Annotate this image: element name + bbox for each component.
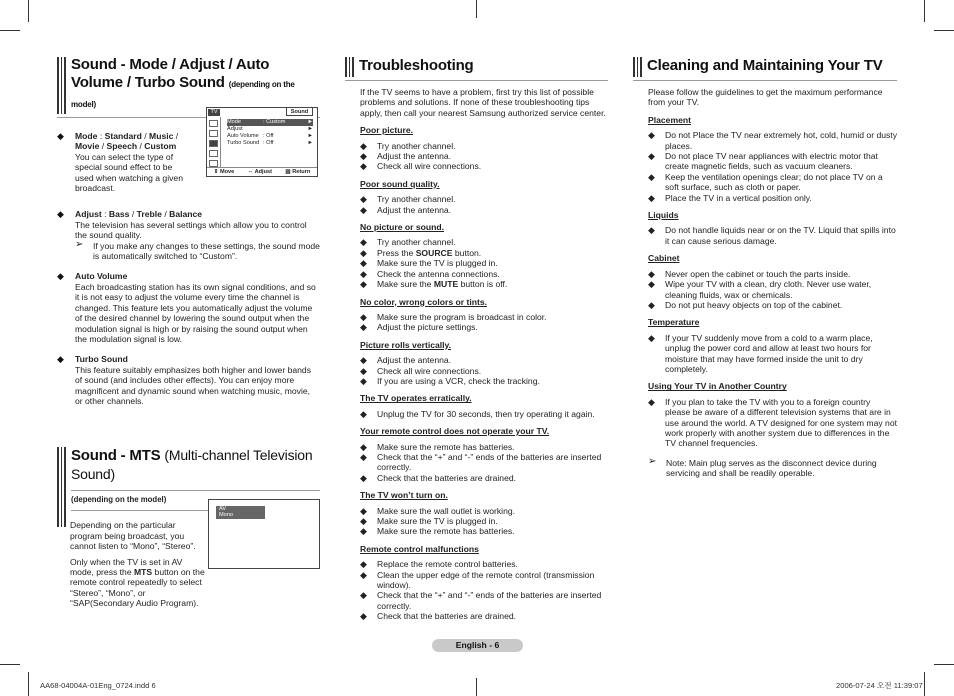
osd-footer (207, 167, 317, 176)
troubleshooting-list (360, 125, 608, 621)
heading-segment: / (173, 131, 179, 141)
cleaning-intro: Please follow the guidelines to get the maximum performance from your TV. (648, 87, 883, 108)
list-item (360, 322, 608, 332)
list-item-text: Check that the “+” and “-” ends of the batteries are inserted correctly. (377, 451, 602, 473)
list-item-text: Make sure the remote has batteries. (377, 526, 515, 537)
list-item (360, 355, 608, 365)
bullet-diamond-icon: ◆ (648, 192, 655, 203)
osd-row-arrow-icon: ► (307, 119, 313, 125)
bullet-diamond-icon: ◆ (648, 279, 655, 290)
list-item-text: Wipe your TV with a clean, dry cloth. Never use water, cleaning fluids, wax or chemicals. (665, 279, 872, 300)
crop-mark (924, 0, 925, 22)
cleaning-title: Cleaning and Maintaining Your TV (647, 57, 883, 74)
list-item-text: Adjust the antenna. (377, 151, 452, 162)
subsection-heading: Cabinet (648, 253, 680, 264)
osd-row-value: : Custom (263, 119, 286, 125)
list-item-text: Try another channel. (377, 237, 456, 248)
item-heading (75, 209, 320, 219)
text-segment: button. (452, 247, 482, 258)
item-heading (75, 271, 320, 281)
bullet-diamond-icon: ◆ (360, 611, 367, 622)
section-header (57, 446, 320, 487)
osd-row-arrow-icon: ► (307, 126, 313, 132)
bullet-diamond-icon: ◆ (57, 131, 64, 141)
bullet-diamond-icon: ◆ (360, 279, 367, 290)
list-item (648, 193, 897, 203)
bullet-diamond-icon: ◆ (648, 171, 655, 182)
list-item-text: Adjust the antenna. (377, 355, 452, 366)
note-arrow-icon: ➢ (648, 455, 657, 467)
subsection-heading: Your remote control does not operate your TV. (360, 426, 550, 437)
list-item (360, 409, 608, 419)
bullet-diamond-icon: ◆ (57, 209, 64, 220)
subsection-heading: No picture or sound. (360, 222, 445, 233)
page-number-badge: English - 6 (432, 639, 523, 652)
tv-icon (209, 130, 218, 137)
osd-row-value: : Off (263, 140, 274, 146)
print-file-info: AA68-04004A-01Eng_0724.indd 6 (40, 681, 156, 690)
mts-title: Sound - MTS (Multi-channel Television Sound) (71, 447, 313, 482)
list-item-text: If you are using a VCR, check the tracking. (377, 375, 540, 386)
sound-mode-item (57, 271, 320, 344)
list-item-text: Adjust the picture settings. (377, 322, 478, 333)
section-marker-icon (57, 57, 66, 114)
heading-segment: Turbo Sound (75, 354, 128, 365)
list-item-text: Clean the upper edge of the remote control (transmission window). (377, 569, 595, 591)
list-item-text: Check all wire connections. (377, 365, 482, 376)
crop-mark (934, 30, 954, 31)
bullet-diamond-icon: ◆ (360, 161, 367, 172)
list-item (360, 516, 608, 526)
list-item (360, 452, 608, 473)
list-item-text: If you plan to take the TV with you to a foreign country please be aware of a different television systems that are in use around the world. A TV designed for one system may not work properly with another system due to differences in the TV channel frequencies. (665, 396, 898, 449)
osd-rows (227, 119, 313, 147)
troubleshooting-title: Troubleshooting (359, 57, 474, 74)
subsection-heading: Picture rolls vertically. (360, 339, 452, 350)
bullet-diamond-icon: ◆ (360, 451, 367, 462)
heading-segment: / (141, 131, 150, 141)
bullet-diamond-icon: ◆ (360, 590, 367, 601)
bullet-diamond-icon: ◆ (648, 130, 655, 141)
bullet-diamond-icon: ◆ (648, 332, 655, 343)
mts-title-paren: (Multi-channel Television Sound) (71, 447, 313, 482)
sound-mode-item (57, 209, 320, 261)
list-item (648, 130, 897, 151)
bullet-diamond-icon: ◆ (360, 194, 367, 205)
list-item-text: Do not put heavy objects on top of the cabinet. (665, 299, 843, 310)
list-item-text: Unplug the TV for 30 seconds, then try operating it again. (377, 408, 595, 419)
bullet-diamond-icon: ◆ (360, 375, 367, 386)
bullet-diamond-icon: ◆ (360, 441, 367, 452)
list-item-text: Make sure the wall outlet is working. (377, 505, 516, 516)
heading-segment: Auto Volume (75, 271, 128, 282)
note-arrow-icon: ➢ (75, 238, 84, 250)
note-text: If you make any changes to these settings, the sound mode is automatically switched to “Custom”. (93, 240, 320, 262)
bullet-diamond-icon: ◆ (360, 151, 367, 162)
bullet-diamond-icon: ◆ (648, 299, 655, 310)
bullet-diamond-icon: ◆ (360, 311, 367, 322)
item-body: Each broadcasting station has its own signal conditions, and so it is not easy to adjust the volume every time the channel is changed. This feature lets you automatically adjust the volume of the desired channel by lowering the sound output when the modulation signal is high or by raising the sound output when the modulation signal is low. (75, 281, 316, 344)
osd-row-arrow-icon: ► (307, 133, 313, 139)
mts-body (70, 520, 208, 608)
osd-row (227, 133, 313, 140)
osd-row (227, 126, 313, 133)
mts-osd-screen (208, 499, 320, 569)
crop-mark (0, 664, 20, 665)
item-note (75, 238, 320, 262)
subsection-heading: The TV won’t turn on. (360, 490, 448, 501)
crop-mark (476, 0, 477, 18)
bullet-diamond-icon: ◆ (360, 140, 367, 151)
heading-segment: / (137, 141, 145, 152)
mts-subnote: (depending on the model) (71, 490, 320, 511)
bullet-diamond-icon: ◆ (360, 559, 367, 570)
sound-osd-menu (206, 107, 318, 177)
bullet-diamond-icon: ◆ (360, 516, 367, 526)
list-item (360, 194, 608, 204)
bullet-diamond-icon: ◆ (360, 472, 367, 483)
heading-segment: Bass (108, 209, 130, 220)
list-item-text: Check all wire connections. (377, 161, 482, 172)
heading-segment: Standard (104, 131, 142, 141)
osd-sidebar (207, 117, 221, 167)
list-item (360, 442, 608, 452)
list-item (648, 397, 897, 449)
troubleshooting-intro: If the TV seems to have a problem, first try this list of possible problems and solutions. If none of these troubleshooting tips apply, then call your nearest Samsung authorized service center. (360, 87, 606, 118)
list-item (360, 269, 608, 279)
bullet-diamond-icon: ◆ (360, 355, 367, 366)
osd-row (227, 140, 313, 147)
list-item-text: Check that the batteries are drained. (377, 472, 517, 483)
list-item (360, 590, 608, 611)
text-segment: SOURCE (415, 247, 453, 258)
list-item-text: Replace the remote control batteries. (377, 559, 518, 570)
bullet-diamond-icon: ◆ (648, 396, 655, 407)
list-item (360, 258, 608, 268)
subsection-heading: Poor picture. (360, 125, 414, 136)
list-item-text: Adjust the antenna. (377, 204, 452, 215)
list-item (648, 333, 897, 375)
list-item-text: Make sure the remote has batteries. (377, 441, 515, 452)
bullet-diamond-icon: ◆ (360, 526, 367, 537)
section-header (345, 56, 608, 81)
list-item-text: Do not place TV near appliances with electric motor that create magnetic fields, such as vacuum cleaners. (665, 151, 878, 172)
osd-row-value (263, 126, 307, 133)
list-item-text: Make sure the TV is plugged in. (377, 516, 498, 526)
sound-mode-item (57, 131, 193, 193)
list-item-text (377, 279, 507, 289)
list-item-text: Never open the cabinet or touch the parts inside. (665, 268, 851, 279)
osd-tv-label: TV (208, 109, 220, 116)
list-item (360, 526, 608, 536)
list-item-text: Check the antenna connections. (377, 268, 500, 279)
list-item (360, 366, 608, 376)
section-marker-icon (57, 447, 66, 527)
bullet-diamond-icon: ◆ (360, 322, 367, 333)
subsection-heading: Liquids (648, 210, 679, 221)
osd-footer-adjust: ⇔ Adjust (247, 169, 272, 175)
heading-segment: Mode (75, 131, 98, 141)
list-item-text: Make sure the program is broadcast in color. (377, 311, 547, 322)
bullet-diamond-icon: ◆ (360, 569, 367, 580)
osd-footer-return: ▥ Return (285, 169, 311, 175)
list-item-text: Do not Place the TV near extremely hot, cold, humid or dusty places. (665, 130, 897, 151)
bullet-diamond-icon: ◆ (360, 365, 367, 376)
osd-row-label: Adjust (227, 126, 243, 132)
subsection-heading: No color, wrong colors or tints. (360, 296, 488, 307)
list-item (360, 473, 608, 483)
list-item (360, 376, 608, 386)
mts-osd-label: AV Mono (216, 506, 265, 519)
heading-segment: Speech (106, 141, 138, 152)
heading-segment: Custom (144, 141, 177, 152)
list-item (648, 172, 897, 193)
list-item (360, 205, 608, 215)
mts-paragraph: Depending on the particular program being broadcast, you cannot listen to “Mono”, “Stereo”. (70, 520, 196, 552)
page-title: Sound - Mode / Adjust / Auto Volume / Turbo Sound (depending on the model) (71, 56, 295, 109)
title-subnote: (depending on the model) (71, 80, 295, 109)
osd-row-label: Auto Volume (227, 133, 259, 139)
list-item-text: Do not handle liquids near or on the TV. Liquid that spills into it can cause serious damage. (665, 225, 896, 246)
list-item (360, 559, 608, 569)
bullet-diamond-icon: ◆ (57, 354, 64, 365)
subsection-heading: Remote control malfunctions (360, 543, 479, 554)
bullet-diamond-icon: ◆ (360, 258, 367, 269)
text-segment: Make sure the (377, 279, 434, 290)
bullet-diamond-icon: ◆ (648, 225, 655, 236)
bullet-diamond-icon: ◆ (360, 247, 367, 258)
heading-segment: / (99, 141, 107, 152)
crop-mark (28, 672, 29, 696)
troubleshooting-section (345, 56, 608, 622)
picture-icon (209, 120, 218, 127)
heading-segment: Music (149, 131, 174, 141)
list-item-text: Place the TV in a vertical position only. (665, 192, 812, 203)
list-item (360, 312, 608, 322)
list-item-text: Try another channel. (377, 140, 456, 151)
bullet-diamond-icon: ◆ (360, 505, 367, 516)
osd-row (227, 119, 313, 126)
heading-segment: : (101, 209, 109, 220)
bullet-diamond-icon: ◆ (360, 268, 367, 279)
subsection-heading: Using Your TV in Another Country (648, 381, 787, 392)
input-icon (209, 160, 218, 167)
item-body: This feature suitably emphasizes both higher and lower bands of sound (and includes other effects). You can enjoy more magnificent and dynamic sound when watching music, movie, or other channels. (75, 364, 311, 406)
list-item (648, 151, 897, 172)
print-date-info: 2006-07-24 오전 11:39:07 (836, 681, 923, 690)
subsection-heading: Temperature (648, 317, 700, 328)
subsection-heading: The TV operates erratically. (360, 393, 472, 404)
item-body: You can select the type of special sound effect to be used when watching a given broadcast. (75, 151, 183, 194)
text-segment: button is off. (458, 279, 508, 290)
sound-mode-item (57, 354, 320, 406)
heading-segment: / (161, 209, 170, 220)
section-header (633, 56, 897, 81)
text-segment: MUTE (433, 279, 459, 290)
osd-row-arrow-icon: ► (307, 140, 313, 146)
crop-mark (28, 0, 29, 22)
list-item (360, 279, 608, 289)
list-item (648, 225, 897, 246)
osd-header: Sound (286, 107, 313, 116)
item-heading (75, 354, 320, 364)
list-item-text: If your TV suddenly move from a cold to a warm place, unplug the power cord and allow at least two hours for moisture that may have formed inside the unit to dry completely. (665, 332, 873, 374)
list-item-text: Keep the ventilation openings clear; do not place TV on a soft surface, such as cloth or paper. (665, 171, 883, 193)
section-marker-icon (345, 57, 354, 77)
cleaning-section (633, 56, 897, 479)
list-item-text: Check that the batteries are drained. (377, 611, 517, 622)
osd-row-label: Turbo Sound (227, 140, 260, 146)
bullet-diamond-icon: ◆ (360, 204, 367, 215)
item-body: The television has several settings which allow you to control the sound quality. (75, 219, 307, 241)
list-item (360, 161, 608, 171)
bullet-diamond-icon: ◆ (648, 151, 655, 162)
subsection-heading: Placement (648, 114, 691, 125)
crop-mark (924, 672, 925, 696)
list-item (360, 611, 608, 621)
osd-footer-move: ⇕ Move (213, 169, 235, 175)
text-segment: Press the (377, 247, 416, 258)
list-item (360, 237, 608, 247)
bullet-diamond-icon: ◆ (648, 268, 655, 279)
speaker-icon (209, 140, 218, 147)
heading-segment: Balance (169, 209, 203, 220)
list-item-text: Check that the “+” and “-” ends of the batteries are inserted correctly. (377, 590, 602, 611)
bullet-diamond-icon: ◆ (57, 271, 64, 282)
list-item (360, 141, 608, 151)
osd-row-value: : Off (263, 133, 274, 139)
list-item (648, 269, 897, 279)
subsection-heading: Poor sound quality. (360, 178, 440, 189)
heading-segment: Movie (75, 141, 100, 152)
crop-mark (934, 664, 954, 665)
crop-mark (476, 678, 477, 696)
heading-segment: / (129, 209, 137, 220)
mts-paragraph: Only when the TV is set in AV mode, press the MTS button on the remote control repeatedly to select “Stereo”, “Mono”, or “SAP(Secondary Audio Program). (70, 556, 205, 609)
list-item (360, 248, 608, 258)
osd-row-label: Mode (227, 119, 241, 125)
list-item (648, 300, 897, 310)
list-item (360, 570, 608, 591)
heading-segment: Adjust (75, 209, 102, 220)
section-marker-icon (633, 57, 642, 77)
heading-segment: Treble (136, 209, 162, 220)
heading-segment: : (97, 131, 105, 141)
list-item-text: Make sure the TV is plugged in. (377, 258, 498, 269)
item-heading (75, 131, 193, 152)
list-item-text: Try another channel. (377, 194, 456, 205)
crop-mark (0, 30, 20, 31)
cleaning-list (648, 115, 897, 449)
cleaning-note: ➢ Note: Main plug serves as the disconnect device during servicing and shall be readily operable. (648, 455, 877, 479)
tools-icon (209, 150, 218, 157)
list-item (648, 279, 897, 300)
bullet-diamond-icon: ◆ (360, 237, 367, 248)
list-item (360, 506, 608, 516)
bullet-diamond-icon: ◆ (360, 408, 367, 419)
list-item (360, 151, 608, 161)
list-item-text (377, 248, 481, 258)
